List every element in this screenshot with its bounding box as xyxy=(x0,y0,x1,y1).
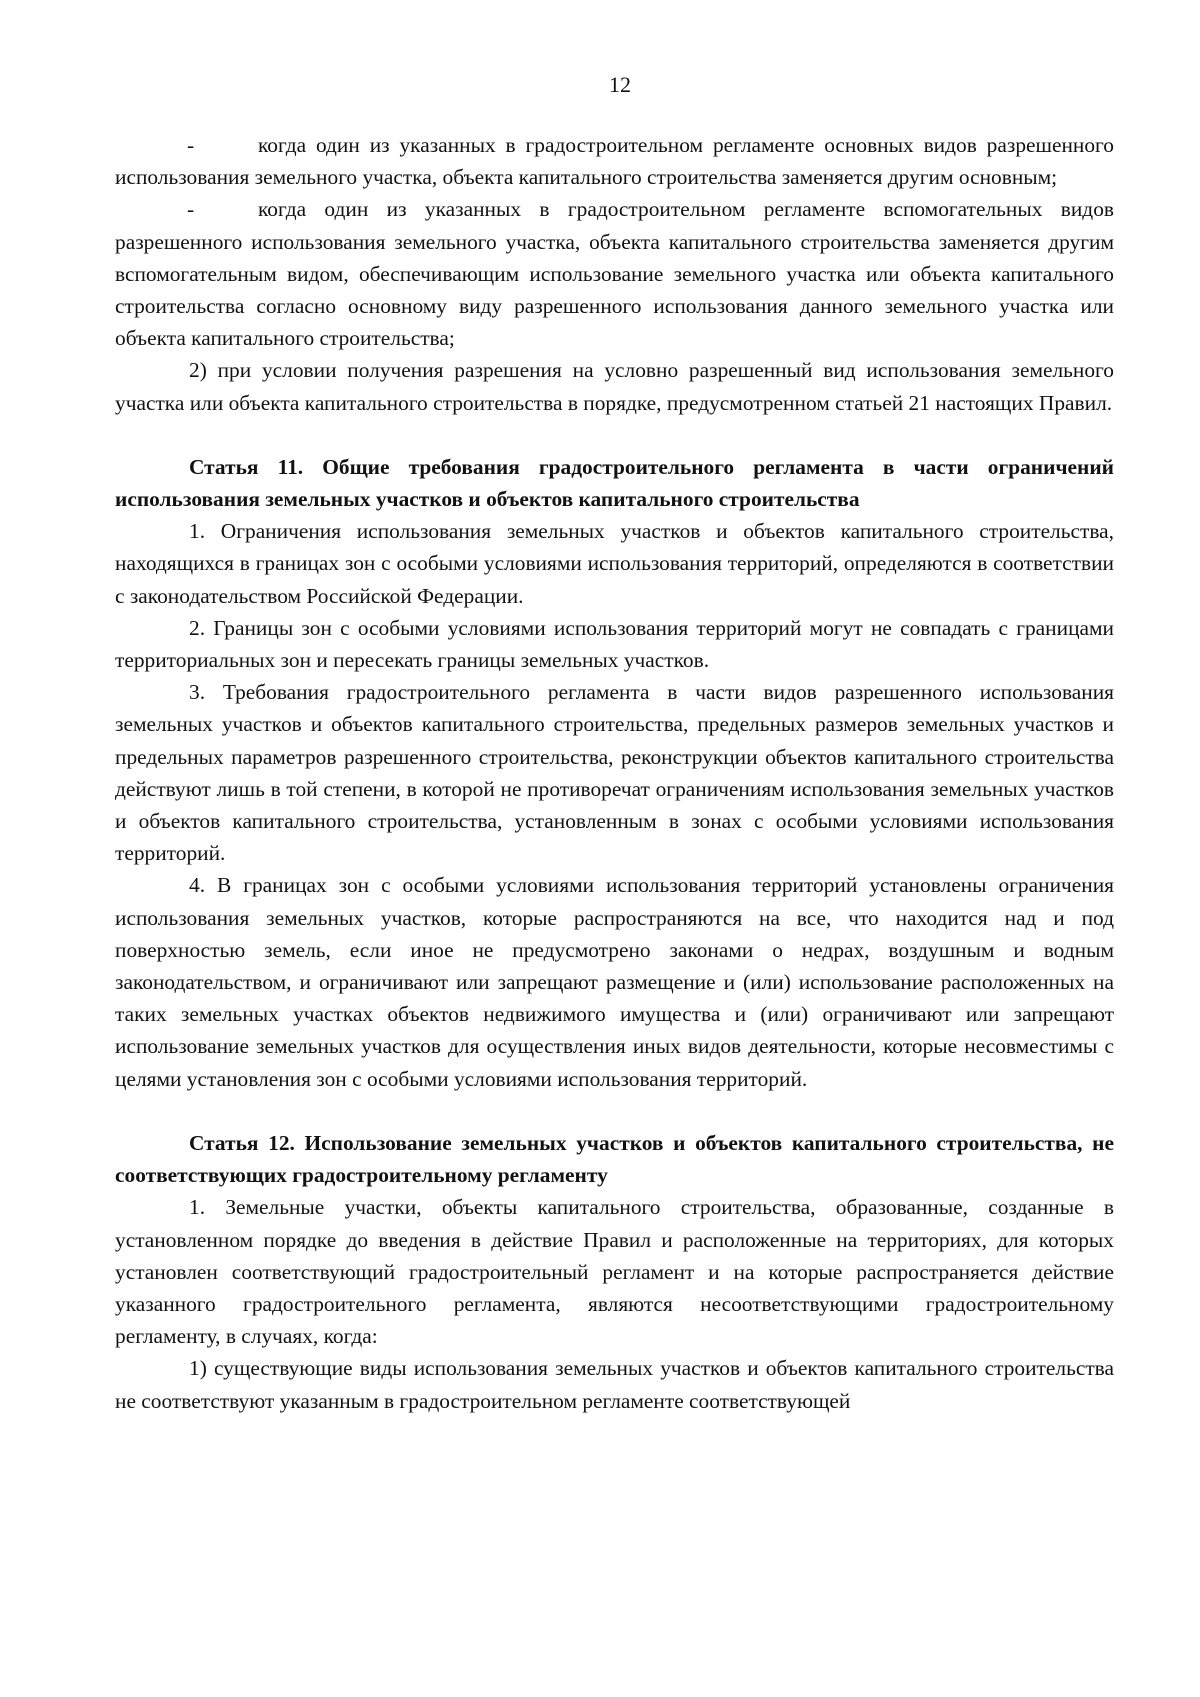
page-number: 12 xyxy=(609,72,631,97)
article-12-paragraph: 1) существующие виды использования земельных участков и объектов капитального строительства не соответствуют указанным в градостроительном регламенте соответствующей xyxy=(115,1356,1114,1413)
dash-marker: - xyxy=(187,133,195,157)
document-body xyxy=(115,129,1114,1417)
dash-marker: - xyxy=(187,197,195,222)
list-item xyxy=(115,193,1114,354)
section-spacer xyxy=(115,419,1114,451)
article-12-paragraph: 1. Земельные участки, объекты капитального строительства, образованные, созданные в установленном порядке до введения в действие Правил и расположенные на территориях, для которых установлен соответствующий градостроительный регламент и на которые распространяется действие указанного градостроительного регламента, являются несоответствующими градостроительному регламенту, в случаях, когда: xyxy=(115,1195,1114,1349)
section-spacer xyxy=(115,1095,1114,1127)
list-item-text: когда один из указанных в градостроительном регламенте вспомогательных видов разрешенного использования земельного участка, объекта капитального строительства заменяется другим вспомогательным видом, обеспечивающим использование земельного участка или объекта капитального строительства согласно основному виду разрешенного использования данного земельного участка или объекта капитального строительства; xyxy=(115,197,1114,351)
article-12-heading: Статья 12. Использование земельных участков и объектов капитального строительства, не соответствующих градостроительному регламенту xyxy=(115,1130,1114,1188)
article-11-paragraph: 4. В границах зон с особыми условиями использования территорий установлены ограничения использования земельных участков, которые распространяются на все, что находится над и под поверхностью земель, если иное не предусмотрено законами о недрах, воздушным и водным законодательством, и ограничивают или запрещают размещение и (или) использование расположенных на таких земельных участках объектов недвижимого имущества и (или) ограничивают или запрещают использование земельных участков для осуществления иных видов деятельности, которые несовместимы с целями установления зон с особыми условиями использования территорий. xyxy=(115,873,1114,1091)
article-11-heading: Статья 11. Общие требования градостроительного регламента в части ограничений использования земельных участков и объектов капитального строительства xyxy=(115,454,1114,512)
article-11-paragraph: 2. Границы зон с особыми условиями использования территорий могут не совпадать с границами территориальных зон и пересекать границы земельных участков. xyxy=(115,615,1114,673)
list-item-text: когда один из указанных в градостроительном регламенте основных видов разрешенного использования земельного участка, объекта капитального строительства заменяется другим основным; xyxy=(115,133,1114,190)
article-11-paragraph: 1. Ограничения использования земельных участков и объектов капитального строительства, находящихся в границах зон с особыми условиями использования территорий, определяются в соответствии с законодательством Российской Федерации. xyxy=(115,519,1114,608)
article-11-paragraph: 3. Требования градостроительного регламента в части видов разрешенного использования земельных участков и объектов капитального строительства, предельных размеров земельных участков и предельных параметров разрешенного строительства, реконструкции объектов капитального строительства действуют лишь в той степени, в которой не противоречат ограничениям использования земельных участков и объектов капитального строительства, установленным в зонах с особыми условиями использования территорий. xyxy=(115,680,1114,866)
list-item xyxy=(115,129,1114,193)
paragraph-item-2: 2) при условии получения разрешения на условно разрешенный вид использования земельного участка или объекта капитального строительства в порядке, предусмотренном статьей 21 настоящих Правил. xyxy=(115,358,1114,415)
